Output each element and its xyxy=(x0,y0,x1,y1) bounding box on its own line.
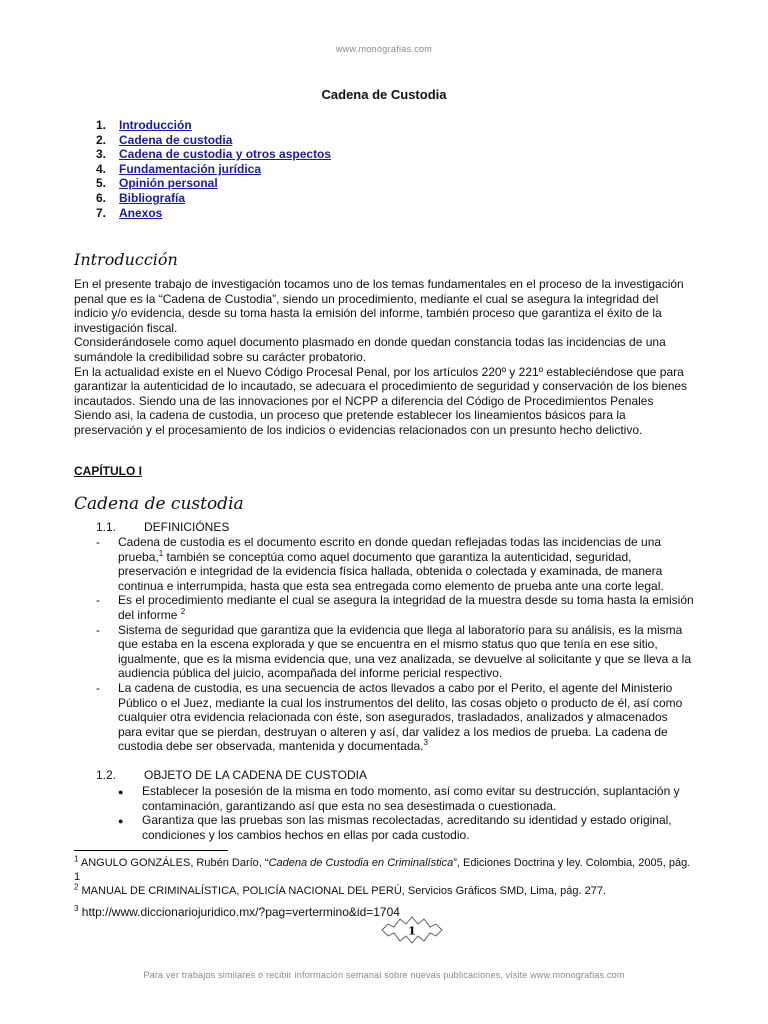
section-title: DEFINICIÓNES xyxy=(144,520,230,534)
list-item-text xyxy=(118,593,694,622)
footnote-ref[interactable]: 1 xyxy=(158,548,164,558)
intro-body xyxy=(74,277,694,438)
text-run: La cadena de custodia, es una secuencia de actos llevados a cabo por el Perito, el agente del Ministerio Público o el Juez, mediante la cual los instrumentos del delito, las cosas objeto o producto de él, así como cualquier otra evidencia relacionada con éste, son asegurados, trasladados, analizados y almacenados para evitar que se pierdan, destruyan o alteren y así, dar validez a los medios de prueba. La cadena de custodia debe ser observada, mantenida y documentada. xyxy=(118,680,683,754)
section-number: 1.1. xyxy=(96,520,117,534)
list-item-text xyxy=(118,681,694,754)
footnote-number: 3 xyxy=(74,904,79,913)
footnote-ref[interactable]: 2 xyxy=(180,606,186,616)
toc-number: 1. xyxy=(96,118,107,132)
text-run: MANUAL DE CRIMINALÍSTICA, POLICÍA NACIONAL DEL PERÚ, Servicios Gráficos SMD, Lima, pág. 277. xyxy=(78,885,606,897)
dash-marker: - xyxy=(96,680,100,695)
section-title: OBJETO DE LA CADENA DE CUSTODIA xyxy=(144,768,367,782)
document-title: Cadena de Custodia xyxy=(321,87,447,102)
dash-marker: - xyxy=(96,593,100,608)
intro-paragraph: Considerándosele como aquel documento plasmado en donde quedan constancia todas las incidencias de una sumándole la credibilidad sobre su carácter probatorio. xyxy=(74,335,666,364)
toc-item xyxy=(96,118,331,133)
bullet-icon: ● xyxy=(118,816,124,827)
page-number: 1 xyxy=(408,924,416,938)
toc-number: 3. xyxy=(96,147,107,162)
list-item xyxy=(118,813,694,842)
footnote-ref[interactable]: 3 xyxy=(423,738,428,748)
toc-link-cadena-de-custodia[interactable]: Cadena de custodia xyxy=(119,132,233,147)
text-run: ”, Ediciones Doctrina y ley. Colombia, 2005, pág. 1 xyxy=(74,857,691,883)
toc-item xyxy=(96,147,331,162)
text-run: Cadena de custodia es el documento escrito en donde quedan reflejadas todas las incidencias de una prueba, xyxy=(118,535,662,564)
list-item xyxy=(118,784,694,813)
footnote-url[interactable]: http://www.diccionariojuridico.mx/?pag=vertermino&id=1704 xyxy=(78,905,400,919)
text-run: Es el procedimiento mediante el cual se asegura la integridad de la muestra desde su toma hasta la emisión del informe xyxy=(118,593,694,622)
toc-item xyxy=(96,206,331,221)
toc-number: 6. xyxy=(96,190,107,205)
toc-link-anexos[interactable]: Anexos xyxy=(119,205,163,220)
site-header: www.monografias.com xyxy=(335,44,433,54)
toc-item xyxy=(96,162,331,177)
dash-marker: - xyxy=(96,622,100,637)
toc-number: 7. xyxy=(96,205,107,220)
list-item xyxy=(96,623,694,681)
intro-heading: Introducción xyxy=(74,250,178,269)
list-item-text: Garantiza que las pruebas son las mismas recolectadas, acreditando su identidad y estado original, condiciones y los cambios hechos en ellas por cada custodio. xyxy=(142,813,672,842)
list-item xyxy=(96,593,694,622)
table-of-contents xyxy=(96,118,331,220)
footnote-separator xyxy=(74,850,228,851)
text-run: también se conceptúa como aquel documento que garantiza la autenticidad, seguridad, preservación e integridad de la evidencia física hallada, obtenida o colectada y examinada, de manera continua e interrumpida, hasta que esta sea entregada como elemento de prueba ante una corte legal. xyxy=(118,549,664,593)
toc-link-fundamentacion[interactable]: Fundamentación jurídica xyxy=(119,161,262,176)
section-number: 1.2. xyxy=(96,768,117,782)
chapter-label: CAPÍTULO I xyxy=(74,464,142,478)
footnote-2 xyxy=(74,884,694,898)
definitions-list xyxy=(96,535,694,754)
toc-item xyxy=(96,133,331,148)
objectives-list xyxy=(118,784,694,842)
page-number-badge xyxy=(378,914,446,946)
intro-paragraph: En la actualidad existe en el Nuevo Código Procesal Penal, por los artículos 220º y 221º estableciéndose que para garantizar la autenticidad de lo incautado, se adecuara el procedimiento de seguridad y conservación de los bienes incautados. Siendo una de las innovaciones por el NCPP a diferencia del Código de Procedimientos Penales xyxy=(74,364,688,408)
intro-paragraph: En el presente trabajo de investigación tocamos uno de los temas fundamentales en el proceso de la investigación penal que es la “Cadena de Custodia”, siendo un procedimiento, mediante el cual se asegura la integridad del indicio y/o evidencia, desde su toma hasta la emisión del informe, también proceso que garantiza el éxito de la investigación fiscal. xyxy=(74,277,684,335)
footnote-number: 2 xyxy=(74,882,79,892)
list-item xyxy=(96,681,694,754)
toc-link-bibliografia[interactable]: Bibliografía xyxy=(119,190,186,205)
list-item-text: Establecer la posesión de la misma en todo momento, así como evitar su destrucción, suplantación y contaminación, garantizando así que esta no sea desestimada o cuestionada. xyxy=(142,784,680,813)
toc-link-opinion[interactable]: Opinión personal xyxy=(119,176,218,191)
text-run: ANGULO GONZÁLES, Rubén Darío, “ xyxy=(78,857,269,869)
page-badge-frame-icon xyxy=(378,914,446,946)
toc-item xyxy=(96,191,331,206)
section-heading-definiciones xyxy=(96,520,229,535)
toc-number: 5. xyxy=(96,176,107,191)
list-item-text: Sistema de seguridad que garantiza que la evidencia que llega al laboratorio para su análisis, es la misma que estaba en la escena explorada y que se encuentra en el mismo status quo que tenía en ese sitio, igualmente, que es la misma evidencia que, una vez analizada, se devuelve al solicitante y que se lleva a la audiencia pública del juicio, acompañada del informe pericial respectivo. xyxy=(118,622,692,681)
footnote-italic-title: Cadena de Custodia en Criminalística xyxy=(268,857,454,869)
footnote-number: 1 xyxy=(74,854,79,864)
toc-link-introduccion[interactable]: Introducción xyxy=(119,118,192,132)
list-item xyxy=(96,535,694,593)
bullet-icon: ● xyxy=(118,787,124,797)
list-item-text xyxy=(118,535,694,593)
site-footer: Para ver trabajos similares o recibir información semanal sobre nuevas publicaciones, visite www.monografias.com xyxy=(143,970,625,980)
footnote-1 xyxy=(74,856,694,884)
toc-number: 2. xyxy=(96,132,107,147)
dash-marker: - xyxy=(96,535,100,549)
intro-paragraph: Siendo asi, la cadena de custodia, un proceso que pretende establecer los lineamientos básicos para la preservación y el procesamiento de los indicios o evidencias relacionados con un presunto hecho delictivo. xyxy=(74,408,643,437)
section-heading-objeto xyxy=(96,768,367,783)
toc-item xyxy=(96,176,331,191)
toc-link-otros-aspectos[interactable]: Cadena de custodia y otros aspectos xyxy=(119,147,332,162)
toc-number: 4. xyxy=(96,161,107,176)
chapter-heading: Cadena de custodia xyxy=(74,494,244,514)
